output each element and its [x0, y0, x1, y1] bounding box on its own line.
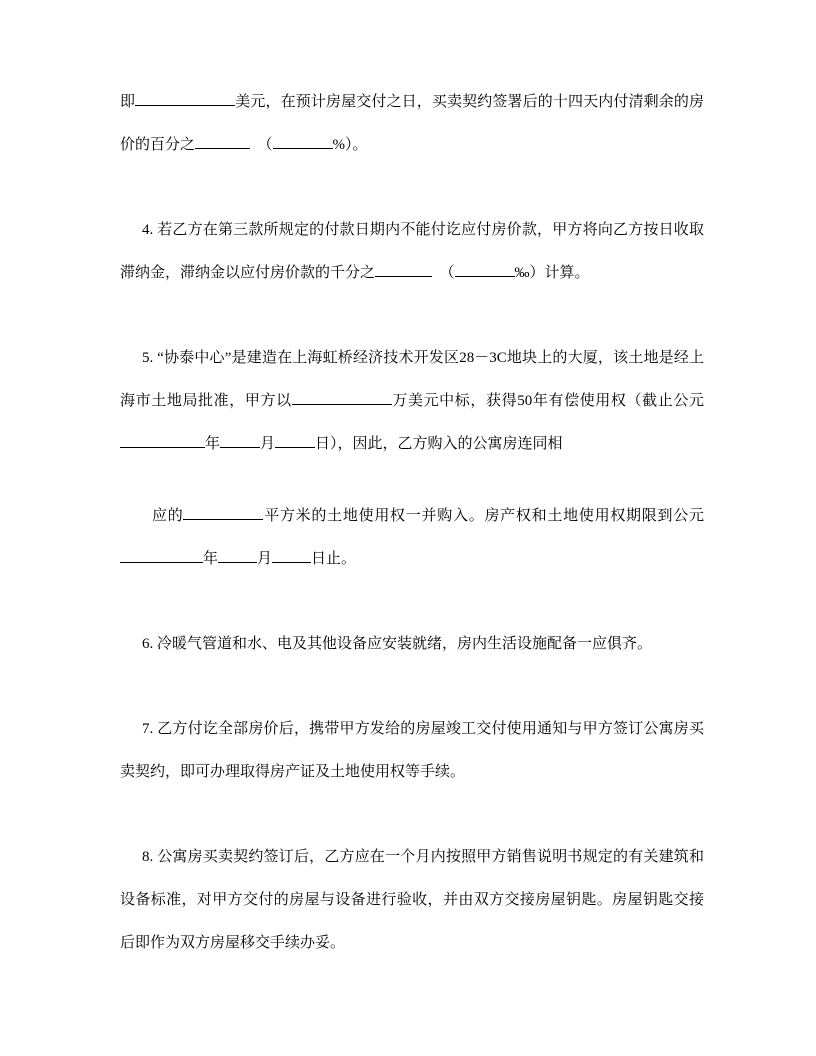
text-run: 年 [205, 436, 221, 452]
text-run: 日止。 [311, 551, 357, 567]
text-run: 年 [203, 551, 219, 567]
text-run: %）。 [332, 137, 368, 153]
text-run: 月 [260, 436, 276, 452]
text-run: 5. “协泰中心”是建造在上海虹桥经济技术开发区28－3C地块上的大厦，该土地是经上海市土地局批准，甲方以 [120, 350, 704, 409]
blank-underline [183, 505, 263, 520]
text-run: 日），因此，乙方购入的公寓房连同相 [315, 436, 563, 452]
blank-underline [218, 548, 257, 563]
blank-underline [195, 134, 250, 149]
document-body [120, 81, 704, 965]
blank-underline [292, 390, 392, 405]
blank-underline [273, 134, 333, 149]
text-run: 6. 冷暖气管道和水、电及其他设备应安装就绪，房内生活设施配备一应俱齐。 [142, 636, 653, 652]
text-run: 平方米的土地使用权一并购入。房产权和土地使用权期限到公元 [263, 508, 704, 524]
blank-underline [275, 433, 315, 448]
text-run: （ [432, 265, 455, 281]
blank-underline [220, 433, 260, 448]
text-run: 美元，在预计房屋交付之日，买卖契约签署后的十四天内付清剩余的房价的百分之 [120, 94, 704, 153]
text-run: 即 [120, 94, 136, 110]
blank-underline [120, 433, 205, 448]
text-run: 万美元中标，获得50年有偿使用权（截止公元 [391, 393, 704, 409]
text-run: （ [250, 137, 273, 153]
paragraph [120, 708, 704, 794]
text-run: 应的 [152, 508, 184, 524]
paragraph [120, 337, 704, 466]
text-run: 月 [257, 551, 273, 567]
blank-underline [375, 262, 432, 277]
blank-underline [455, 262, 515, 277]
paragraph [120, 209, 704, 295]
paragraph [120, 495, 704, 581]
text-run: 4. 若乙方在第三款所规定的付款日期内不能付讫应付房价款，甲方将向乙方按日收取滞纳金，滞纳金以应付房价款的千分之 [120, 222, 704, 281]
blank-underline [135, 91, 235, 106]
blank-underline [120, 548, 203, 563]
text-run: ‰）计算。 [514, 265, 590, 281]
paragraph [120, 623, 704, 666]
text-run: 7. 乙方付讫全部房价后，携带甲方发给的房屋竣工交付使用通知与甲方签订公寓房买卖契约，即可办理取得房产证及土地使用权等手续。 [120, 721, 704, 780]
blank-underline [272, 548, 311, 563]
paragraph [120, 836, 704, 965]
text-run: 8. 公寓房买卖契约签订后，乙方应在一个月内按照甲方销售说明书规定的有关建筑和设备标准，对甲方交付的房屋与设备进行验收，并由双方交接房屋钥匙。房屋钥匙交接后即作为双方房屋移交手续办妥。 [120, 849, 704, 951]
paragraph [120, 81, 704, 167]
